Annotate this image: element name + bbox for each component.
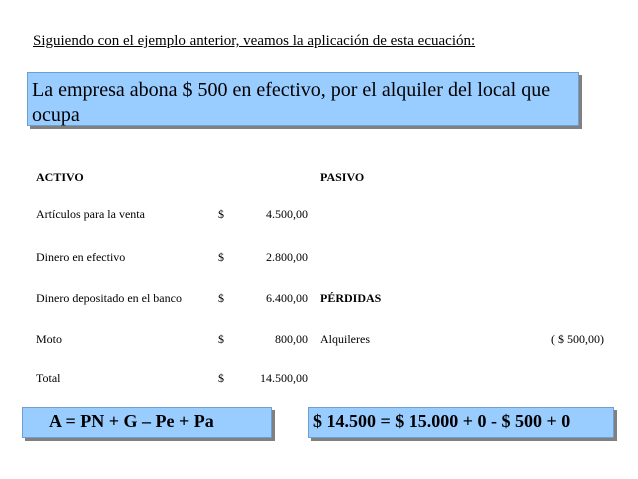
activo-header: ACTIVO (36, 170, 84, 184)
equation-box: A = PN + G – Pe + Pa (22, 407, 272, 438)
row-amount: 4.500,00 (266, 207, 308, 221)
alquileres-amount: ( $ 500,00) (551, 332, 604, 346)
row-label: Total (36, 371, 61, 385)
row-amount: 2.800,00 (266, 250, 308, 264)
row-amount: 6.400,00 (266, 291, 308, 305)
row-label: Artículos para la venta (36, 207, 145, 221)
row-amount: 14.500,00 (260, 371, 308, 385)
row-label: Dinero depositado en el banco (36, 291, 182, 305)
alquileres-label: Alquileres (320, 332, 370, 346)
equation-values-box: $ 14.500 = $ 15.000 + 0 - $ 500 + 0 (308, 407, 614, 438)
row-currency: $ (218, 207, 224, 221)
intro-text: Siguiendo con el ejemplo anterior, veamos la aplicación de esta ecuación: (33, 33, 476, 49)
row-currency: $ (218, 250, 224, 264)
row-amount: 800,00 (275, 332, 308, 346)
row-currency: $ (218, 332, 224, 346)
row-label: Dinero en efectivo (36, 250, 126, 264)
perdidas-header: PÉRDIDAS (320, 291, 382, 305)
row-currency: $ (218, 371, 224, 385)
row-currency: $ (218, 291, 224, 305)
pasivo-header: PASIVO (320, 170, 365, 184)
callout-box: La empresa abona $ 500 en efectivo, por el alquiler del local que ocupa (27, 72, 579, 126)
row-label: Moto (36, 332, 63, 346)
